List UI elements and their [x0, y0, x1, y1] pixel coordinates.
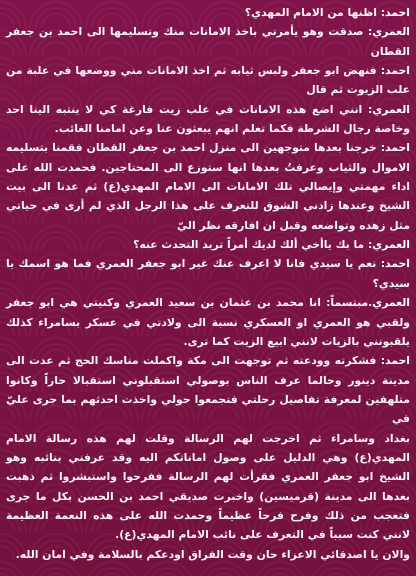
narration-paragraph: [6, 429, 410, 545]
dialogue-text: نعم يا سيدي فانا لا اعرف عنك غير ابو جعفر العمري فما هو اسمك يا سيدي؟: [6, 257, 410, 290]
dialogue-paragraph: [6, 254, 410, 293]
speaker-label: العمري:: [367, 25, 410, 39]
speaker-label: احمد:: [380, 354, 410, 368]
dialogue-text: اظنها من الامام المهدي؟: [244, 6, 381, 19]
speaker-label: احمد:: [380, 64, 410, 78]
dialogue-text: .مبتسماً: انا محمد بن عثمان بن سعيد العمري وكنيتي هي ابو جعفر ولقبي هو العمري او العسكري نسبة الى ولادتي في عسكر بسامراء كذلك يلقبونني بالزيات لانني ابيع الزيت كما ترى.: [6, 296, 410, 348]
speaker-label: العمري: [372, 296, 410, 310]
dialogue-paragraph: [6, 3, 410, 22]
closing-text: والان يا اصدقائي الاعزاء حان وقت الفراق اودعكم بالسلامة وفي امان الله.: [15, 547, 410, 561]
narration-text: بغداد وسامراء ثم اخرجت لهم الرسالة وقلت لهم هذه رسالة الامام المهدي(ع) وهي الدليل على وصول اماناتكم اليه وقد عرفني بنائبه وهو الشيخ ابو جعفر العمري فقرأت لهم الرسالة ففرحوا واستبشروا ثم ذهبت بعدها الى مدينة (قرميسين) واخبرت صديقي احمد بن الحسن بكل ما جرى فتعجب من ذلك وفرح فرحاً عظيماً وحمدت الله على هذه النعمة العظيمة لانني كنت سبباً في التعرف على نائب الامام المهدي(ع).: [6, 431, 410, 542]
dialogue-paragraph: [6, 235, 410, 254]
dialogue-text: صدقت وهو يأمرني باخذ الامانات منك وتسليمها الى احمد بن جعفر القطان: [6, 25, 410, 58]
dialogue-paragraph: [6, 61, 410, 100]
speaker-label: احمد:: [380, 6, 410, 19]
dialogue-paragraph: [6, 351, 410, 428]
dialogue-text: ما بك ياأخي ألك لديك أمراً تريد التحدث عنه؟: [133, 238, 368, 252]
story-text: [6, 3, 410, 564]
dialogue-paragraph: [6, 22, 410, 61]
dialogue-paragraph: [6, 100, 410, 139]
dialogue-text: خرجنا بعدها متوجهين الى منزل احمد بن جعفر القطان فقمنا بتسليمه الاموال والثياب وعرفتُ بعدها انها ستوزع الى المحتاجين. فحمدت الله على اداء مهمتي وإيصالي تلك الامانات الى الامام المهدي(ع) ثم عدنا الى بيت الشيخ وعندها زادني الشوق للتعرف على هذا الرجل الذي لم أرى في حياتي مثل زهده وتواضعه وقبل ان افارقه نظر اليّ: [6, 141, 410, 232]
speaker-label: العمري:: [367, 102, 410, 116]
dialogue-paragraph: [6, 138, 410, 235]
speaker-label: احمد:: [380, 257, 410, 271]
dialogue-text: انني اضع هذه الامانات في علب زيت فارغة كي لا ينتبه الينا احد وخاصة رجال الشرطة فكما تعلم انهم يبعثون عنا وعن امامنا الغائب.: [6, 102, 410, 136]
speaker-label: العمري:: [367, 238, 410, 252]
dialogue-text: فشكرته وودعته ثم توجهت الى مكة واكملت مناسك الحج ثم عدت الى مدينة دينور وحالما عرف الناس بوصولي استقبلوني استقبالا حاراً وكانوا متلهفين لمعرفة تفاصيل رحلتي فتجمعوا حولي واخذت احدثهم بما جرى عليّ في: [6, 354, 410, 426]
speaker-label: احمد:: [380, 141, 410, 155]
dialogue-text: فنهض ابو جعفر ولبس ثيابه ثم اخذ الامانات مني ووضعها في علبة من علب الزيوت ثم قال: [6, 64, 410, 97]
closing-paragraph: [6, 545, 410, 564]
dialogue-paragraph: [6, 293, 410, 351]
